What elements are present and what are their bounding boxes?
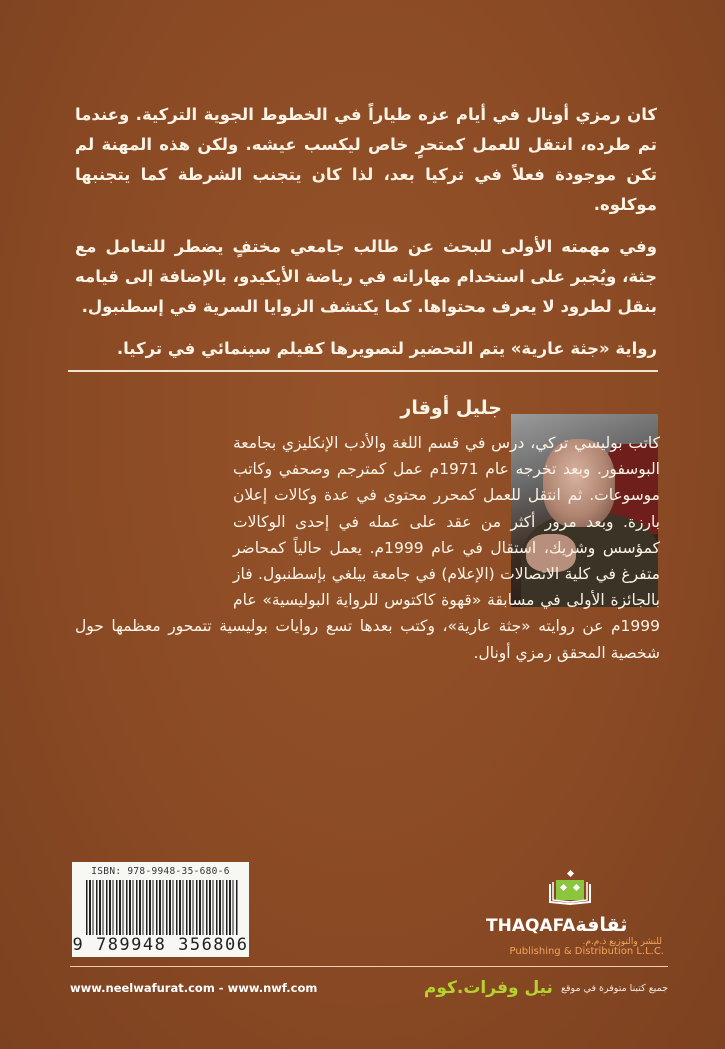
availability-text: جميع كتبنا متوفرة في موقع [560, 982, 668, 994]
author-bio-text: كاتب بوليسي تركي، درس في قسم اللغة والأدب الإنكليزي بجامعة البوسفور. وبعد تخرجه عام 1971م عمل كمترجم وصحفي وكاتب موسوعات. ثم انتقل للعمل كمحرر محتوى في عدة وكالات إعلان بارزة. وبعد مرور أكثر من عقد على عمله في إحدى الوكالات كمؤسس وشريك، استقال في عام 1999م. يعمل حالياً كمحاضر متفرغ في كلية الاتصالات (الإعلام) في جامعة بيلغي بإسطنبول. فاز بالجائزة الأولى في مسابقة «قهوة كاكتوس للرواية البوليسية» عام 1999م عن روايته «جثة عارية»، وكتب بعدها تسع روايات بوليسية تتمحور معظمها حول شخصية المحقق رمزي أونال. [75, 434, 661, 662]
publisher-subtitle-en: Publishing & Distribution L.L.C. [509, 946, 664, 957]
footer-urls[interactable]: www.neelwafurat.com - www.nwf.com [70, 981, 318, 995]
back-cover-blurb [75, 100, 657, 376]
publisher-logo [476, 862, 668, 957]
publisher-name [486, 914, 668, 936]
barcode-bars [86, 880, 238, 935]
footer [70, 977, 668, 999]
isbn-barcode [72, 862, 249, 957]
author-bio [75, 430, 660, 666]
section-divider [68, 370, 658, 372]
store-brand[interactable]: نيل وفرات.كوم [423, 978, 553, 998]
publisher-name-en: THAQAFA [486, 916, 576, 936]
blurb-paragraph: رواية «جثة عارية» يتم التحضير لتصويرها كفيلم سينمائي في تركيا. [116, 339, 657, 358]
blurb-paragraph: وفي مهمته الأولى للبحث عن طالب جامعي مختفٍ يضطر للتعامل مع جثة، ويُجبر على استخدام مهاراته في رياضة الأيكيدو، بالإضافة إلى قيامه بنقل لطرود لا يعرف محتواها. كما يكتشف الزوايا السرية في إسطنبول. [75, 237, 657, 316]
isbn-label: ISBN: 978-9948-35-680-6 [91, 866, 230, 877]
open-book-logo-icon [546, 870, 594, 906]
blurb-paragraph: كان رمزي أونال في أيام عزه طياراً في الخطوط الجوية التركية. وعندما تم طرده، انتقل للعمل كمتحرٍ خاص ليكسب عيشه. ولكن هذه المهنة لم تكن موجودة فعلاً في تركيا بعد، لذا كان يتجنب الشرطة كما يتجنبها موكلوه. [75, 105, 657, 214]
barcode-digits: 9 789948 356806 [72, 935, 249, 955]
footer-store [424, 978, 668, 998]
footer-divider [70, 966, 668, 967]
publisher-subtitle-ar: للنشر والتوزيع ذ.م.م. [582, 937, 662, 947]
photo-spacer [75, 430, 233, 605]
publisher-name-ar: ثقافة [575, 914, 628, 936]
author-name: جليل أوقار [400, 397, 502, 419]
